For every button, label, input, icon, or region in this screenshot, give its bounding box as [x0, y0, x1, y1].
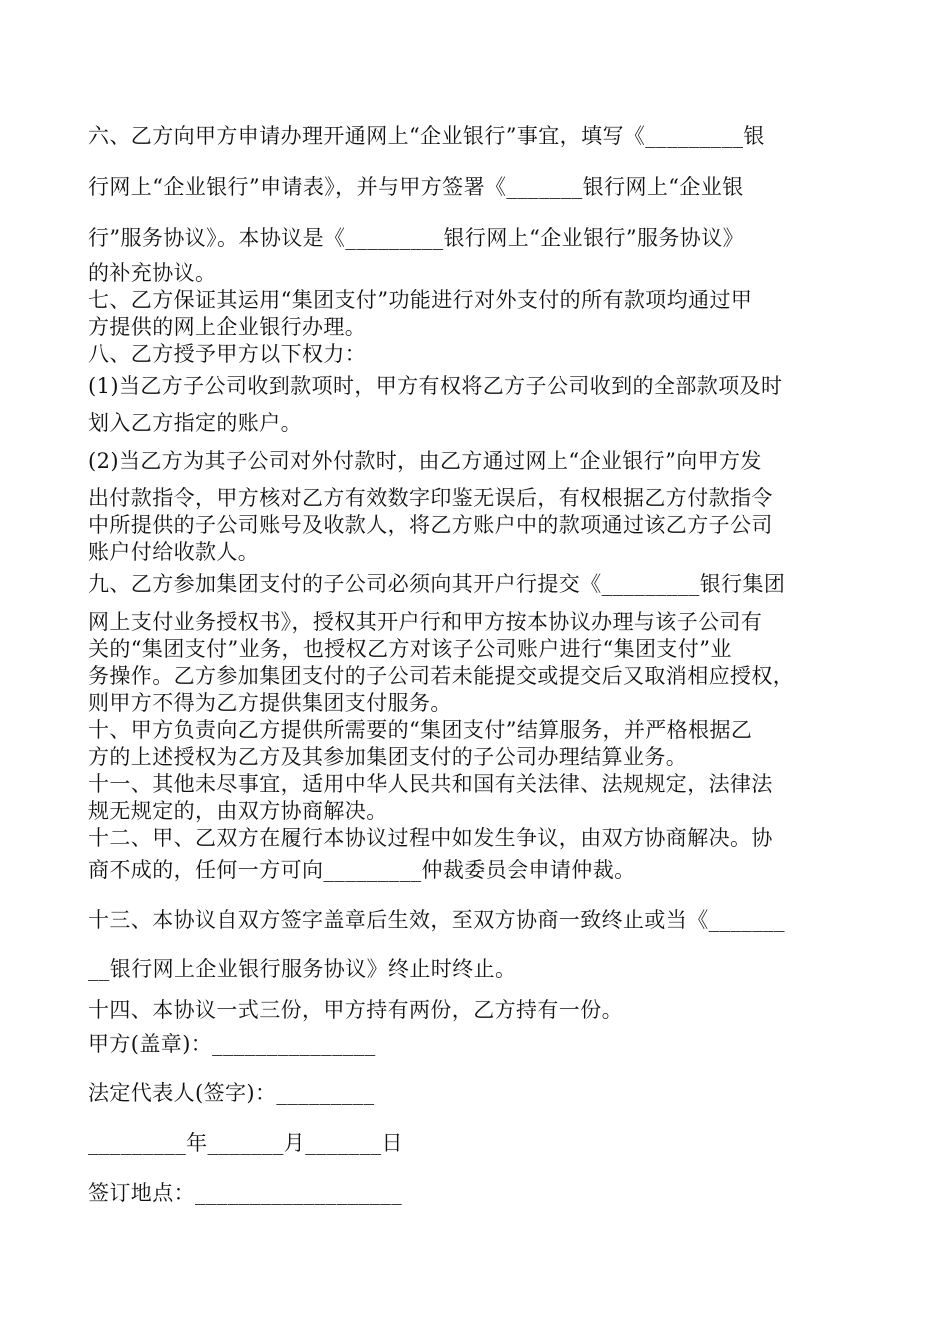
party-a-seal-field: 甲方(盖章)：_______________ [88, 1032, 376, 1056]
clause-11-line-2: 规无规定的，由双方协商解决。 [88, 799, 388, 823]
clause-9-line-4: 务操作。乙方参加集团支付的子公司若未能提交或提交后又取消相应授权， [88, 664, 795, 688]
clause-11-line-1: 十一、其他未尽事宜，适用中华人民共和国有关法律、法规规定，法律法 [88, 772, 773, 796]
clause-8-heading: 八、乙方授予甲方以下权力： [88, 342, 367, 366]
clause-7-line-1: 七、乙方保证其运用“集团支付”功能进行对外支付的所有款项均通过甲 [88, 288, 753, 312]
clause-6-line-2: 行网上“企业银行”申请表》，并与甲方签署《_______银行网上“企业银 [88, 175, 744, 199]
clause-9-line-5: 则甲方不得为乙方提供集团支付服务。 [88, 691, 452, 715]
clause-8-item-2-line-4: 账户付给收款人。 [88, 540, 260, 564]
clause-10-line-2: 方的上述授权为乙方及其参加集团支付的子公司办理结算业务。 [88, 745, 688, 769]
clause-13-line-2: __银行网上企业银行服务协议》终止时终止。 [88, 957, 517, 981]
clause-12-line-2: 商不成的，任何一方可向_________仲裁委员会申请仲裁。 [88, 858, 636, 882]
clause-8-item-2-line-3: 中所提供的子公司账号及收款人，将乙方账户中的款项通过该乙方子公司 [88, 513, 773, 537]
clause-9-line-1: 九、乙方参加集团支付的子公司必须向其开户行提交《_________银行集团 [88, 572, 786, 596]
clause-9-line-2: 网上支付业务授权书》，授权其开户行和甲方按本协议办理与该子公司有 [88, 610, 763, 634]
clause-7-line-2: 方提供的网上企业银行办理。 [88, 315, 367, 339]
clause-10-line-1: 十、甲方负责向乙方提供所需要的“集团支付”结算服务，并严格根据乙 [88, 718, 753, 742]
legal-representative-signature-field: 法定代表人(签字)：_________ [88, 1081, 375, 1105]
clause-8-item-1-line-2: 划入乙方指定的账户。 [88, 411, 302, 435]
clause-8-item-1-line-1: (1)当乙方子公司收到款项时，甲方有权将乙方子公司收到的全部款项及时 [88, 374, 783, 398]
clause-8-item-2-line-2: 出付款指令，甲方核对乙方有效数字印鉴无误后，有权根据乙方付款指令 [88, 486, 773, 510]
clause-6-line-1: 六、乙方向甲方申请办理开通网上“企业银行”事宜，填写《_________银 [88, 124, 765, 148]
clause-6-line-4: 的补充协议。 [88, 261, 217, 285]
clause-6-line-3: 行”服务协议》。本协议是《_________银行网上“企业银行”服务协议》 [88, 226, 745, 250]
clause-12-line-1: 十二、甲、乙双方在履行本协议过程中如发生争议，由双方协商解决。协 [88, 826, 773, 850]
clause-9-line-3: 关的“集团支付”业务，也授权乙方对该子公司账户进行“集团支付”业 [88, 637, 732, 661]
clause-14-line: 十四、本协议一式三份，甲方持有两份，乙方持有一份。 [88, 998, 623, 1022]
signing-place-field: 签订地点：___________________ [88, 1181, 403, 1205]
clause-13-line-1: 十三、本协议自双方签字盖章后生效，至双方协商一致终止或当《_______ [88, 908, 785, 932]
clause-8-item-2-line-1: (2)当乙方为其子公司对外付款时，由乙方通过网上“企业银行”向甲方发 [88, 449, 762, 473]
signing-date-field: _________年_______月_______日 [88, 1131, 403, 1155]
